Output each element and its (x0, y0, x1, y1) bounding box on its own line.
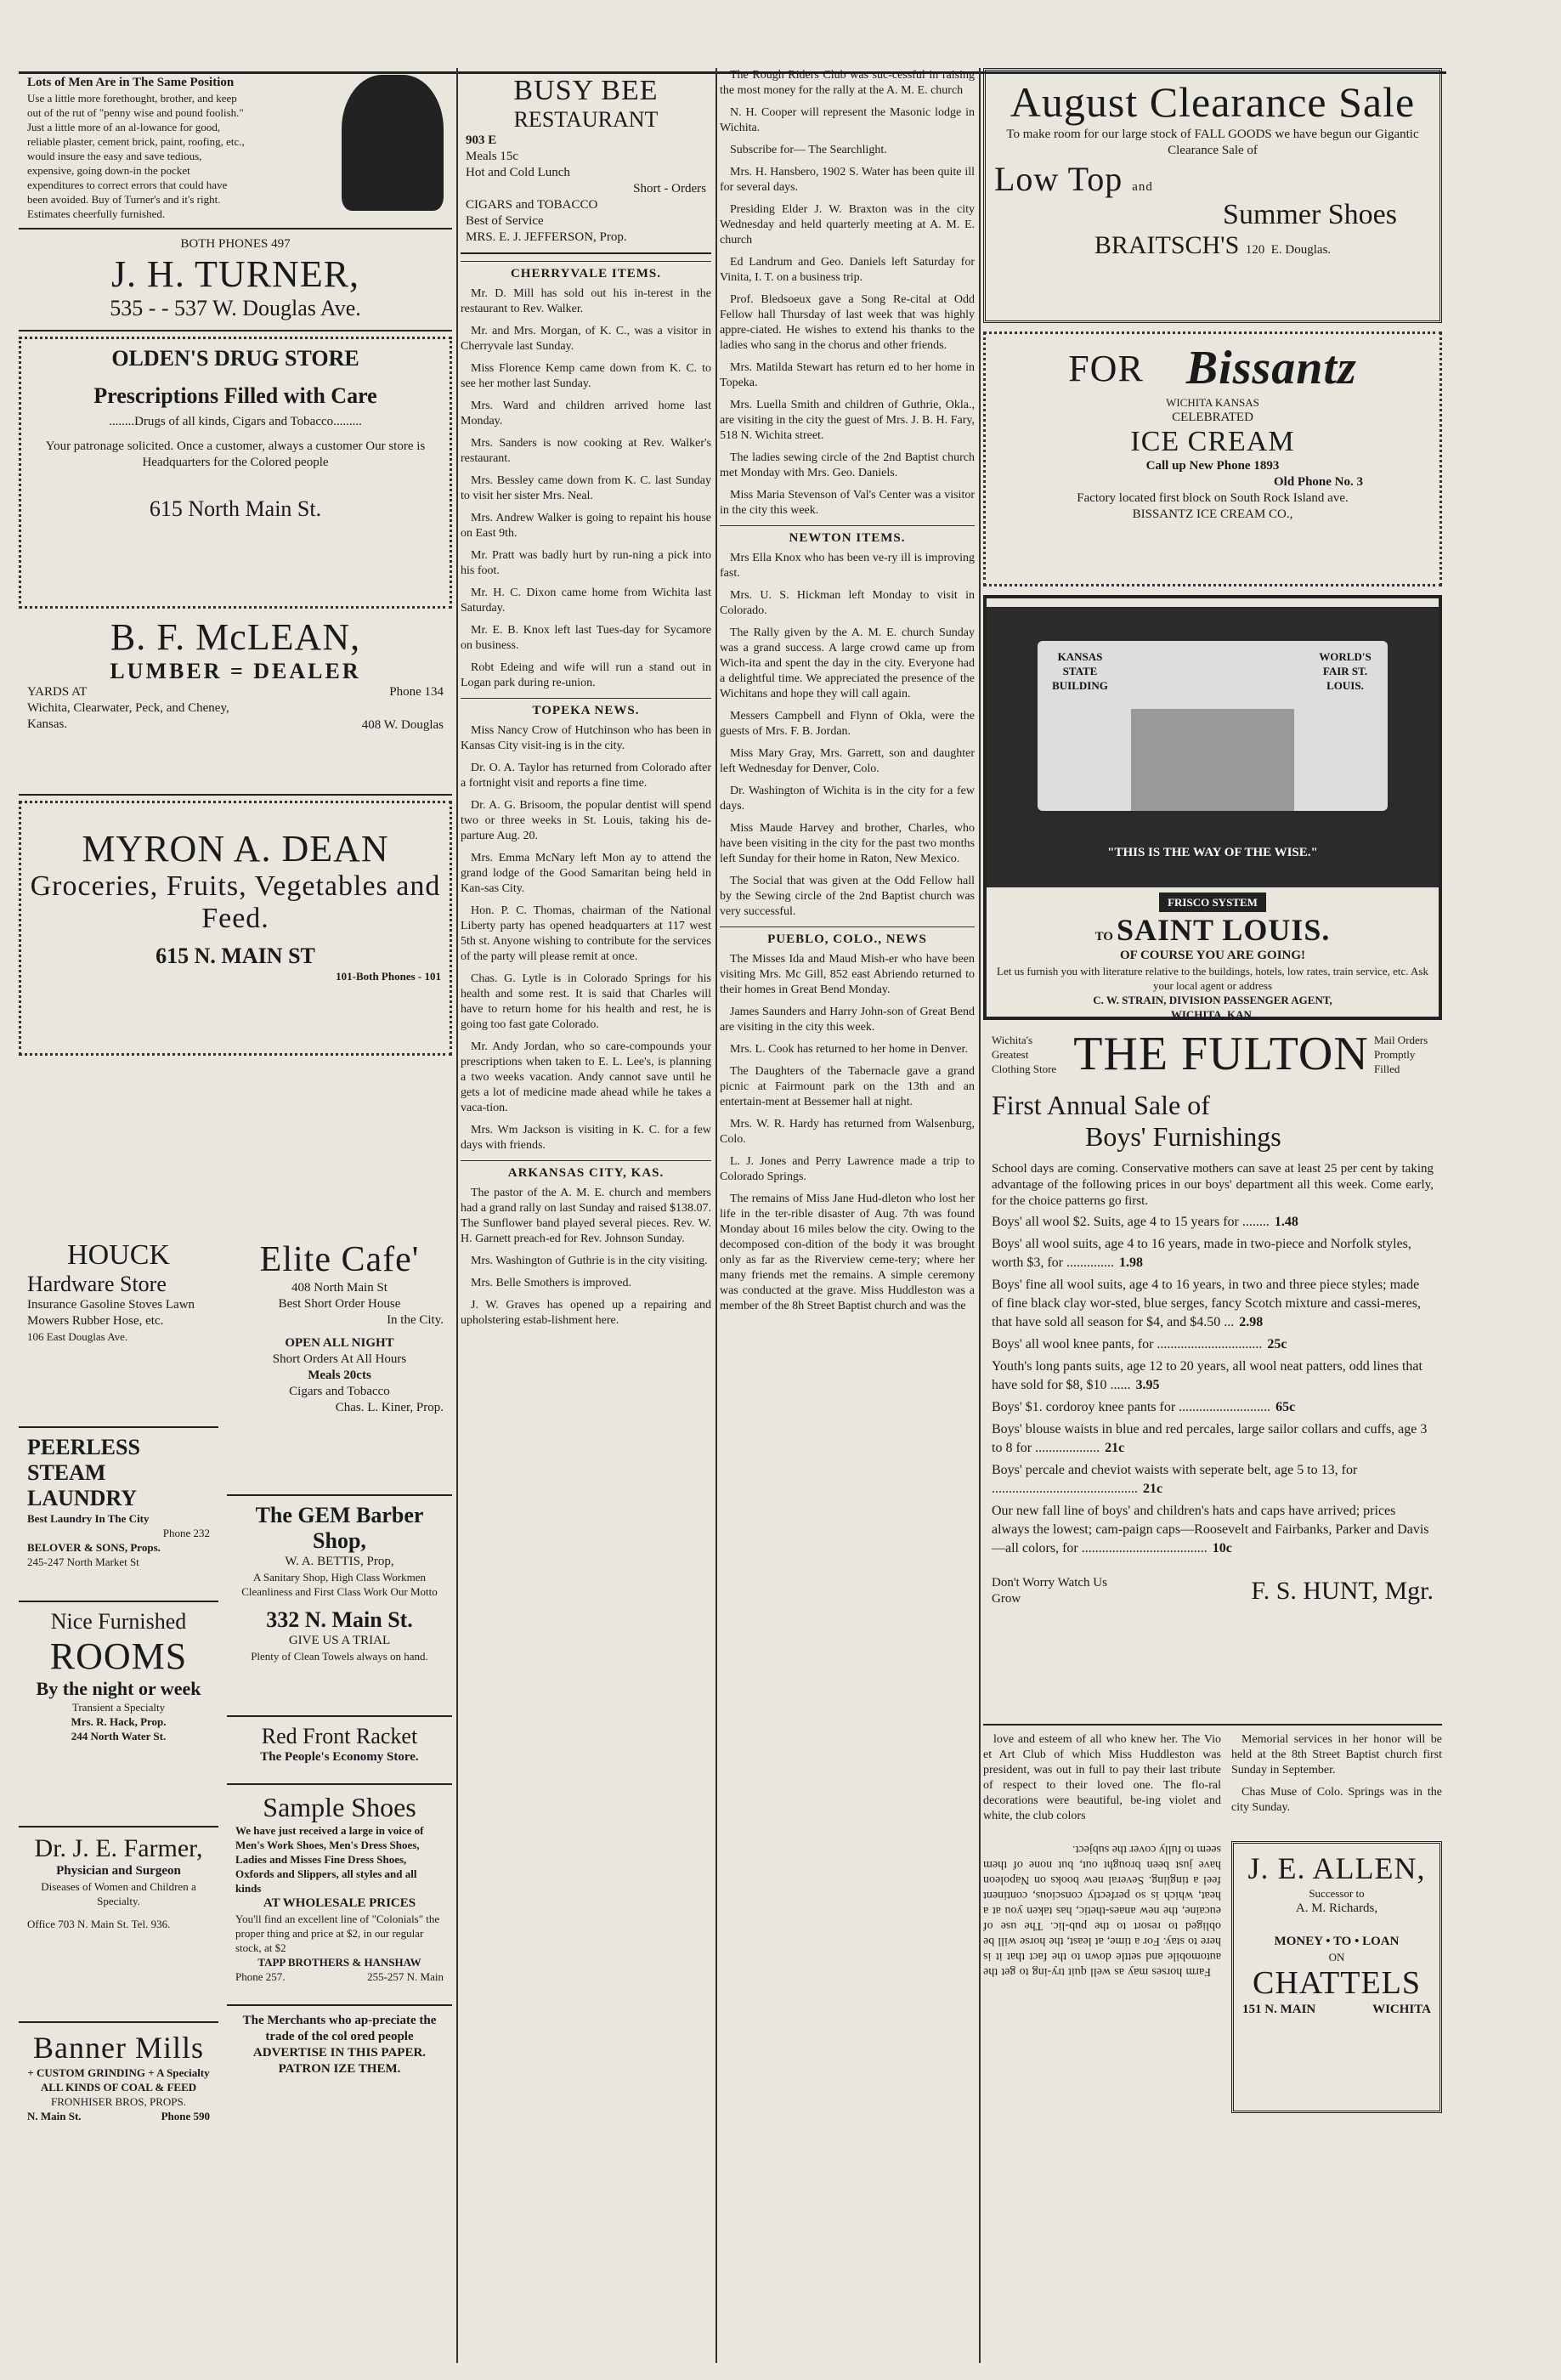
peerless-name: PEERLESS STEAM LAUNDRY (27, 1435, 140, 1510)
news-item: Mr. D. Mill has sold out his in-terest in the restaurant to Rev. Walker. (461, 287, 711, 315)
august-sale-ad (983, 68, 1442, 323)
allen-city: WICHITA (1372, 2003, 1431, 2016)
news-item: Miss Maude Harvey and brother, Charles, who have been visiting in the city for the past two months left Sunday for their home in Raton, New Mexico. (720, 822, 975, 865)
elite-best: Best Short Order House (278, 1297, 401, 1311)
news-item: Mrs. Washington of Guthrie is in the city visiting. (471, 1255, 708, 1267)
turner-name: J. H. TURNER, (110, 253, 360, 295)
farmer-subtitle: Physician and Surgeon (56, 1864, 181, 1878)
olden-name: OLDEN'S DRUG STORE (111, 346, 359, 371)
houck-subtitle: Hardware Store (27, 1272, 167, 1296)
banner-name: Banner Mills (33, 2031, 204, 2065)
elite-cigars: Cigars and Tobacco (289, 1385, 390, 1398)
red-subtitle: The People's Economy Store. (260, 1750, 419, 1764)
dean-phones: 101-Both Phones - 101 (336, 970, 441, 983)
news-item: The ladies sewing circle of the 2nd Baptist church met Monday with Mrs. Geo. Daniels. (720, 451, 975, 479)
news-item: Mrs. Andrew Walker is going to repaint his house on East 9th. (461, 512, 711, 540)
pueblo-items (720, 952, 975, 1314)
news-item: Mrs Ella Knox who has been ve-ry ill is improving fast. (720, 552, 975, 580)
banner-props: FRONHISER BROS, PROPS. (51, 2095, 186, 2108)
lots-body: Use a little more forethought, brother, and keep out of the rut of "penny wise and pound foolish." Just a little more of an al-lowance for good, reliable plaster, cement brick, paint, roofing, etc., would insure the easy and save tedious, expensive, going down-in the pocket expenditures to correct errors that could have been avoided. Buy of Turner's and it's right. (27, 92, 245, 206)
fulton-item-text: Boys' all wool suits, age 4 to 16 years, made in two-piece and Norfolk styles, worth $3, for .............. (992, 1237, 1411, 1270)
column-2 (461, 68, 711, 1335)
aug-firm: BRAITSCH'S (1094, 231, 1240, 259)
news-item: The remains of Miss Jane Hud-dleton who lost her life in the ter-rible disaster of Aug. 7th was found Monday about 16 miles below the city. Owing to the decomposed con-dition of the body it was brought only as far as the Riverview ceme-tery; where her many friends met the remains. A simple ceremony was conducted at the grave. Miss Huddleston was a member of the 8h Street Baptist church and was the (720, 1193, 975, 1312)
fulton-item-text: Boys' blouse waists in blue and red percales, large sailor collars and cuffs, age 3 to 8 for ................... (992, 1422, 1428, 1455)
allen-chattels: CHATTELS (1253, 1965, 1421, 2001)
fulton-item-price: 21c (1105, 1441, 1125, 1455)
peerless-ad (19, 1428, 218, 1602)
peerless-address: 245-247 North Market St (27, 1556, 139, 1568)
gem-barber-ad (227, 1496, 452, 1717)
allen-address: 151 N. MAIN (1242, 2003, 1316, 2016)
olden-subtitle: Prescriptions Filled with Care (93, 383, 377, 408)
mclean-subtitle: LUMBER = DEALER (110, 659, 361, 683)
news-item: Robt Edeing and wife will run a stand out in Logan park during re-union. (461, 661, 711, 689)
fair-to: TO (1094, 930, 1113, 944)
fulton-item-price: 10c (1212, 1541, 1232, 1556)
houck-ad (19, 1232, 218, 1428)
elite-address: 408 North Main St (291, 1281, 387, 1295)
banner-mills-ad (19, 2023, 218, 2193)
fair-kansas-label: KANSAS STATE BUILDING (1052, 650, 1108, 692)
fulton-worry: Don't Worry Watch Us Grow (992, 1576, 1107, 1606)
col1-small-ads (19, 1232, 218, 2193)
peerless-phone: Phone 232 (162, 1527, 210, 1539)
allen-money: MONEY • TO • LOAN (1274, 1935, 1400, 1948)
busy-meals: Meals 15c (466, 150, 519, 163)
olden-line: ........Drugs of all kinds, Cigars and Tobacco......... (109, 415, 362, 428)
gem-address: 332 N. Main St. (266, 1607, 413, 1632)
fulton-right: Mail Orders Promptly Filled (1374, 1033, 1428, 1075)
aug-summer: Summer Shoes (1223, 199, 1397, 230)
newton-heading: NEWTON ITEMS. (720, 525, 975, 546)
news-item: Mrs. Wm Jackson is visiting in K. C. for a few days with friends. (461, 1124, 711, 1152)
fair-worlds-label: WORLD'S FAIR ST. LOUIS. (1319, 650, 1372, 692)
allen-successor: Successor to (1309, 1887, 1365, 1900)
sample-name: Sample Shoes (263, 1792, 416, 1822)
worlds-fair-ad (983, 595, 1442, 1020)
newspaper-page (19, 68, 1442, 2363)
news-item: Mrs. Bessley came down from K. C. last Sunday to visit her sister Mrs. Neal. (461, 474, 711, 502)
memorial-text: Memorial services in her honor will be held at the 8th Street Baptist church first Sunday in September. (1231, 1733, 1442, 1776)
biss-location: WICHITA KANSAS (1166, 396, 1259, 409)
merchants-notice (227, 2006, 452, 2084)
farmer-body: Diseases of Women and Children a Specialty. (41, 1880, 196, 1907)
newton-items (720, 551, 975, 920)
biss-celebrated: CELEBRATED (1172, 411, 1253, 424)
news-item: Miss Mary Gray, Mrs. Garrett, son and daughter left Wednesday for Denver, Colo. (720, 747, 975, 775)
fulton-item-text: Boys' all wool knee pants, for ............................... (992, 1337, 1263, 1352)
olden-patronage: Your patronage solicited. Once a customer, always a customer Our store is Headquarters for the Colored people (45, 439, 426, 469)
news-item: Mr. Pratt was badly hurt by run-ning a pick into his foot. (461, 549, 711, 577)
fair-motto: "THIS IS THE WAY OF THE WISE." (1107, 846, 1318, 859)
fulton-item-text: Boys' $1. cordoroy knee pants for ........................... (992, 1400, 1271, 1414)
banner-address: N. Main St. (27, 2110, 82, 2122)
fulton-left: Wichita's Greatest Clothing Store (992, 1033, 1057, 1075)
busy-short: Short - Orders (633, 182, 706, 196)
busy-best: Best of Service (466, 214, 544, 228)
news-item: Mrs. W. R. Hardy has returned from Walsenburg, Colo. (720, 1118, 975, 1146)
biss-co: BISSANTZ ICE CREAM CO., (1132, 507, 1293, 521)
news-item: J. W. Graves has opened up a repairing and upholstering estab-lishment here. (461, 1299, 711, 1327)
news-item: Mrs. U. S. Hickman left Monday to visit in Colorado. (720, 589, 975, 617)
farmer-name: Dr. J. E. Farmer, (34, 1834, 203, 1862)
fair-city: WICHITA, KAN. (1170, 1008, 1255, 1021)
banner-phone: Phone 590 (161, 2110, 210, 2122)
biss-new-phone: Call up New Phone 1893 (1145, 459, 1280, 473)
fulton-ad (983, 1020, 1442, 1726)
aug-addr: E. Douglas. (1270, 243, 1332, 257)
mclean-address: 408 W. Douglas (361, 718, 444, 732)
busy-number: 903 E (466, 133, 497, 147)
news-item: The Social that was given at the Odd Fellow hall by the Sewing circle of the 2nd Baptist church was very successful. (720, 875, 975, 918)
column-4 (983, 68, 1442, 2113)
turner-lots-ad (19, 68, 452, 230)
worker-illustration (342, 75, 444, 221)
topeka-heading: TOPEKA NEWS. (461, 698, 711, 718)
dean-address: 615 N. MAIN ST (156, 944, 315, 968)
sample-shoes-ad (227, 1785, 452, 2006)
fulton-item-text: Boys' all wool $2. Suits, age 4 to 15 years for ........ (992, 1215, 1270, 1229)
fulton-item-price: 3.95 (1135, 1378, 1160, 1392)
fair-illustration (987, 607, 1439, 887)
news-item: Hon. P. C. Thomas, chairman of the National Liberty party has opened headquarters at 117 west 5th st. Anyone wishing to contribute for the services of the party will please remit at once. (461, 904, 711, 963)
biss-ice-cream: ICE CREAM (1130, 426, 1295, 457)
turner-phones: BOTH PHONES 497 (180, 237, 291, 251)
elite-name: Elite Cafe' (259, 1240, 420, 1279)
news-item: Dr. A. G. Brisoom, the popular dentist will spend two or three weeks in St. Louis, taking his de-parture Aug. 20. (461, 799, 711, 842)
fulton-item (992, 1461, 1434, 1499)
rooms-headline: Nice Furnished (50, 1609, 187, 1634)
olden-drug-ad (19, 337, 452, 609)
fulton-items (992, 1213, 1434, 1558)
fulton-item-price: 1.48 (1274, 1215, 1298, 1229)
news-item: Mrs. Ward and children arrived home last Monday. (461, 400, 711, 428)
col1b-ads (227, 1232, 452, 2084)
news-item: Mrs. Sanders is now cooking at Rev. Walker's restaurant. (461, 437, 711, 465)
news-item: Subscribe for— The Searchlight. (730, 144, 887, 156)
peerless-best: Best Laundry In The City (27, 1512, 150, 1525)
news-item: Mr. and Mrs. Morgan, of K. C., was a visitor in Cherryvale last Sunday. (461, 325, 711, 353)
turner-address: 535 - - 537 W. Douglas Ave. (110, 296, 361, 320)
allen-ad (1231, 1841, 1442, 2113)
news-item: Dr. Washington of Wichita is in the city for a few days. (720, 785, 975, 813)
fulton-item-price: 65c (1275, 1400, 1296, 1414)
rooms-prop: Mrs. R. Hack, Prop. (71, 1715, 167, 1728)
column-1 (19, 68, 452, 2122)
fair-saint-louis: SAINT LOUIS. (1116, 913, 1331, 947)
news-item: Miss Maria Stevenson of Val's Center was a visitor in the city this week. (720, 489, 975, 517)
busy-bee-ad (461, 68, 711, 254)
news-item: Dr. O. A. Taylor has returned from Colorado after a fortnight visit and reports a fine time. (461, 762, 711, 790)
rooms-subtitle: By the night or week (36, 1678, 201, 1699)
fulton-item (992, 1335, 1434, 1354)
news-item: Mr. H. C. Dixon came home from Wichita last Saturday. (461, 586, 711, 615)
gem-motto: Cleanliness and First Class Work Our Motto (241, 1585, 438, 1598)
biss-name: Bissantz (1185, 342, 1357, 394)
dean-name: MYRON A. DEAN (82, 828, 389, 870)
farmer-ad (19, 1828, 218, 2023)
mclean-ad (19, 609, 452, 796)
upside-down-text: Farm horses may as well quit try-ing to get the automobile and settle down to the fact that it is here to stay. For a time, at least, the horse will be obliged to resort to the pub-lic. The use of eucaine, the new anaes-thetic, has taken you at a heat, which is so perfectly conscious, continent feel a tingling. Several new books on Napoleon have just been brought out, but none of them seem to fully cover the subject. (983, 1843, 1221, 1978)
busy-prop: MRS. E. J. JEFFERSON, Prop. (466, 230, 627, 244)
fulton-item-price: 21c (1143, 1482, 1163, 1496)
elite-short: Short Orders At All Hours (272, 1352, 407, 1366)
aug-addr-num: 120 (1245, 243, 1265, 257)
lots-headline: Lots of Men Are in The Same Position (27, 76, 235, 89)
mclean-towns: Wichita, Clearwater, Peck, and Cheney, Kansas. (27, 701, 229, 731)
gem-name: The GEM Barber Shop, (255, 1503, 424, 1553)
pueblo-heading: PUEBLO, COLO., NEWS (720, 926, 975, 947)
news-item: Mrs. Luella Smith and children of Guthrie, Okla., are visiting in the city the guest of Mrs. J. B. H. Fary, 518 N. Wichita street. (720, 399, 975, 442)
busy-name: BUSY BEE (513, 75, 659, 106)
news-item: Prof. Bledsoeux gave a Song Re-cital at Odd Fellow hall Thursday of last week that was highly appre-ciated. He wishes to extend his thanks to the ladies who sang in the chorus and other friends. (720, 293, 975, 352)
fulton-item (992, 1398, 1434, 1417)
fair-frisco: FRISCO SYSTEM (1159, 892, 1266, 912)
news-item: Ed Landrum and Geo. Daniels left Saturday for Vinita, I. T. on a business trip. (720, 256, 975, 284)
news-item: Mrs. H. Hansbero, 1902 S. Water has been quite ill for several days. (720, 166, 975, 194)
column-3 (720, 68, 975, 1321)
turner-ad (19, 230, 452, 332)
arkansas-heading: ARKANSAS CITY, KAS. (461, 1160, 711, 1181)
fair-going: OF COURSE YOU ARE GOING! (1119, 949, 1306, 962)
olden-address: 615 North Main St. (149, 496, 322, 521)
sample-more: You'll find an excellent line of "Colonials" the proper thing and price at $2, in our regular stock, at $2 (235, 1912, 440, 1954)
elite-open: OPEN ALL NIGHT (285, 1336, 394, 1350)
allen-on: ON (1328, 1951, 1345, 1964)
huddleston-cont: love and esteem of all who knew her. The Vio et Art Club of which Miss Huddleston was president, was out in full to pay their last tribute of respect to their loved one. The flo-ral decorations were beautiful, be-ing violet and white, the club colors (983, 1733, 1221, 1822)
biss-for: FOR (1068, 347, 1144, 389)
bissantz-ad (983, 332, 1442, 586)
mclean-yards: YARDS AT (27, 685, 88, 699)
busy-lunch: Hot and Cold Lunch (466, 166, 570, 179)
aug-and: and (1132, 180, 1153, 194)
fulton-intro: School days are coming. Conservative mothers can save at least 25 per cent by taking advantage of the following prices in our boys' department all this week. Come early, for the choice patterns go first. (992, 1162, 1434, 1208)
news-item: Mrs. Matilda Stewart has return ed to her home in Topeka. (720, 361, 975, 389)
fair-body: Let us furnish you with literature relative to the buildings, hotels, low rates, train service, etc. Ask your local agent or address (997, 965, 1428, 992)
news-item: Mrs. L. Cook has returned to her home in Denver. (730, 1043, 968, 1056)
aug-body: To make room for our large stock of FALL GOODS we have begun our Gigantic Clearance Sale of (1006, 128, 1419, 157)
mclean-phone: Phone 134 (389, 685, 444, 699)
cherryvale-heading: CHERRYVALE ITEMS. (461, 261, 711, 281)
sample-address: 255-257 N. Main (367, 1970, 444, 1983)
cherryvale-items (461, 286, 711, 691)
news-item: The Rally given by the A. M. E. church Sunday was a grand success. A large crowd came up from Wich-ita and spent the day in the city. Everyone had a delightful time. We appreciated the presence of the Wichitans and hope they will call again. (720, 626, 975, 700)
bottom-news (983, 1732, 1442, 2113)
merchants-text: The Merchants who ap-preciate the trade of the col ored people ADVERTISE IN THIS PAPER. PATRON IZE THEM. (242, 2014, 437, 2076)
fair-agent: C. W. STRAIN, DIVISION PASSENGER AGENT, (1093, 994, 1332, 1006)
gem-trial: GIVE US A TRIAL (288, 1634, 391, 1647)
peerless-props: BELOVER & SONS, Props. (27, 1541, 161, 1554)
dean-subtitle: Groceries, Fruits, Vegetables and Feed. (30, 870, 441, 934)
news-item: Messers Campbell and Flynn of Okla, were the guests of Mrs. F. B. Jordan. (720, 710, 975, 738)
news-item: Miss Florence Kemp came down from K. C. to see her mother last Sunday. (461, 362, 711, 390)
muse-text: Chas Muse of Colo. Springs was in the city Sunday. (1231, 1786, 1442, 1814)
arkansas-items (461, 1186, 711, 1329)
gem-sanitary: A Sanitary Shop, High Class Workmen (252, 1571, 427, 1584)
fulton-name: THE FULTON (1073, 1028, 1369, 1080)
rule-1 (456, 68, 458, 2363)
news-item: L. J. Jones and Perry Lawrence made a trip to Colorado Springs. (720, 1155, 975, 1183)
fulton-item (992, 1502, 1434, 1558)
busy-cigars: CIGARS and TOBACCO (466, 198, 598, 212)
gem-towels: Plenty of Clean Towels always on hand. (251, 1650, 428, 1663)
rooms-ad (19, 1602, 218, 1828)
topeka-items (461, 723, 711, 1153)
aug-low: Low Top (994, 160, 1123, 198)
sample-firm: TAPP BROTHERS & HANSHAW (257, 1956, 421, 1969)
fulton-item-text: Boys' percale and cheviot waists with seperate belt, age 5 to 13, for ........................................... (992, 1463, 1358, 1496)
elite-city: In the City. (387, 1313, 444, 1327)
news-item: The Rough Riders Club was suc-cessful in raising the most money for the rally at the A. M. E. church (720, 69, 975, 97)
news-item: James Saunders and Harry John-son of Great Bend are visiting in the city this week. (720, 1006, 975, 1034)
news-item: The Misses Ida and Maud Mish-er who have been visiting Mrs. Mc Gill, 852 east Abriendo returned to their homes in Great Bend Monday. (720, 953, 975, 996)
dean-ad (19, 801, 452, 1056)
fulton-item (992, 1357, 1434, 1395)
news-item: Miss Nancy Crow of Hutchinson who has been in Kansas City visit-ing is in the city. (461, 724, 711, 752)
houck-address: 106 East Douglas Ave. (27, 1330, 128, 1343)
rule-3 (979, 68, 981, 2363)
fulton-item-text: Boys' fine all wool suits, age 4 to 16 years, in two and three piece styles; made of fine black clay wor-sted, blue serges, fancy Scotch mixture and cassi-meres, that have sold all season for $4, and $4.50 ... (992, 1278, 1421, 1329)
elite-meals: Meals 20cts (308, 1368, 371, 1382)
fulton-manager: F. S. HUNT, Mgr. (1251, 1577, 1434, 1605)
news-item: The pastor of the A. M. E. church and members had a grand rally on last Sunday and raised $138.07. The Sunflower band played several pieces. Rev. W. H. Garnett preach-ed for Rev. Johnson Sunday. (461, 1187, 711, 1245)
news-item: Chas. G. Lytle is in Colorado Springs for his health and some rest. It is said that Charles will have to return home for his health and rest, he is going too fast gate Colorado. (461, 972, 711, 1031)
allen-richards: A. M. Richards, (1295, 1901, 1378, 1915)
sample-phone: Phone 257. (235, 1970, 286, 1983)
column-3-items (720, 68, 975, 518)
fulton-item-price: 1.98 (1118, 1255, 1143, 1270)
elite-prop: Chas. L. Kiner, Prop. (335, 1401, 444, 1414)
houck-body: Insurance Gasoline Stoves Lawn Mowers Rubber Hose, etc. (27, 1298, 195, 1328)
aug-title: August Clearance Sale (1010, 78, 1416, 126)
houck-name: HOUCK (67, 1239, 170, 1271)
biss-old-phone: Old Phone No. 3 (1273, 475, 1363, 489)
sample-wholesale: AT WHOLESALE PRICES (263, 1896, 416, 1910)
red-name: Red Front Racket (261, 1724, 418, 1748)
red-front-ad (227, 1717, 452, 1785)
mclean-name: B. F. McLEAN, (110, 616, 361, 658)
fulton-item-text: Youth's long pants suits, age 12 to 20 years, all wool neat patters, odd lines that have sold for $8, $10 ...... (992, 1359, 1422, 1392)
news-item: Mr. E. B. Knox left last Tues-day for Sycamore on business. (461, 624, 711, 652)
fulton-sale: First Annual Sale of (992, 1090, 1210, 1120)
rooms-transient: Transient a Specialty (71, 1701, 166, 1714)
news-item: N. H. Cooper will represent the Masonic lodge in Wichita. (720, 106, 975, 134)
fulton-item (992, 1276, 1434, 1332)
fulton-item (992, 1235, 1434, 1272)
news-item: Presiding Elder J. W. Braxton was in the city Wednesday and held quarterly meeting at A. M. E. church (720, 203, 975, 246)
fulton-item (992, 1420, 1434, 1458)
busy-subtitle: RESTAURANT (513, 107, 659, 132)
fulton-item-text: Our new fall line of boys' and children's hats and caps have arrived; prices always the lowest; cam-paign caps—Roosevelt and Fairbanks, Parker and Davis—all colors, for ..................................... (992, 1504, 1429, 1556)
fulton-item-price: 2.98 (1239, 1315, 1264, 1329)
fulton-item (992, 1213, 1434, 1232)
farmer-address: Office 703 N. Main St. Tel. 936. (27, 1918, 171, 1930)
fulton-item-price: 25c (1267, 1337, 1287, 1352)
biss-factory: Factory located first block on South Rock Island ave. (1077, 491, 1349, 505)
allen-name: J. E. ALLEN, (1247, 1851, 1426, 1885)
fulton-boys: Boys' Furnishings (1085, 1121, 1281, 1152)
lots-estimates: Estimates cheerfully furnished. (27, 207, 166, 220)
rooms-big: ROOMS (49, 1635, 188, 1677)
news-item: Mrs. Emma McNary left Mon ay to attend the grand lodge of the Good Samaritan being held in Kan-sas City. (461, 852, 711, 895)
banner-body: + CUSTOM GRINDING + A Specialty ALL KINDS OF COAL & FEED (27, 2066, 210, 2094)
rule-2 (715, 68, 717, 2363)
sample-body: We have just received a large in voice of Men's Work Shoes, Men's Dress Shoes, Ladies and Misses Fine Dress Shoes, Oxfords and Slippers, all styles and all kinds (235, 1824, 424, 1895)
gem-prop: W. A. BETTIS, Prop, (285, 1555, 394, 1568)
news-item: Mr. Andy Jordan, who so care-compounds your prescriptions when taken to E. L. Lee's, is planning a two weeks vacation. Andy cannot save until he gets a lot of medicine made ahead while he takes a vaca-tion. (461, 1040, 711, 1114)
news-item: Mrs. Belle Smothers is improved. (471, 1277, 631, 1289)
elite-cafe-ad (227, 1232, 452, 1496)
news-item: The Daughters of the Tabernacle gave a grand picnic at Fairmount park on the 13th and an entertain-ment at Bessemer hall at night. (720, 1065, 975, 1108)
rooms-address: 244 North Water St. (71, 1730, 167, 1742)
